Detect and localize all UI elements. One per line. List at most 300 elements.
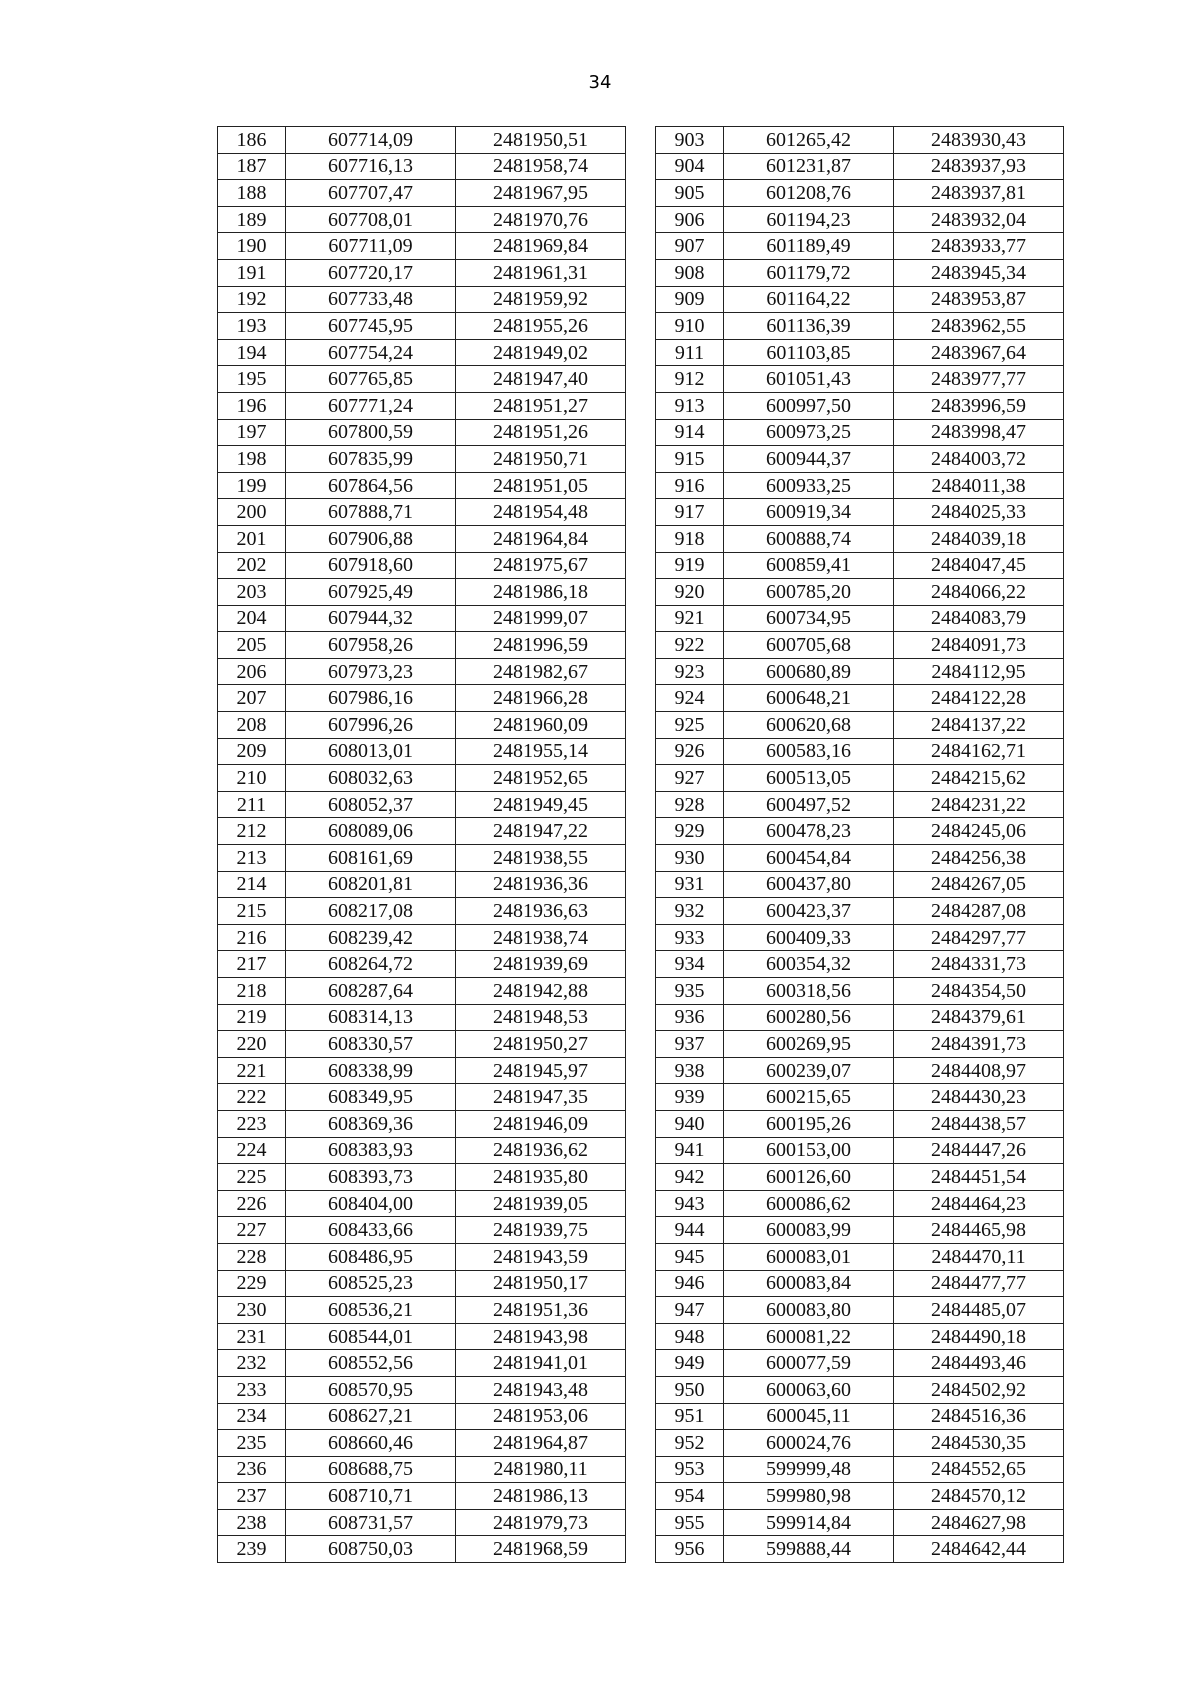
- table-row: [218, 127, 1064, 154]
- x-coordinate-cell: 608330,57: [286, 1031, 456, 1058]
- y-coordinate-cell: 2481964,84: [456, 525, 626, 552]
- point-number-cell: 915: [656, 446, 724, 473]
- column-gap: [626, 1430, 656, 1457]
- x-coordinate-cell: 608052,37: [286, 791, 456, 818]
- x-coordinate-cell: 600888,74: [724, 525, 894, 552]
- x-coordinate-cell: 601164,22: [724, 286, 894, 313]
- x-coordinate-cell: 600919,34: [724, 499, 894, 526]
- column-gap: [626, 153, 656, 180]
- y-coordinate-cell: 2481936,36: [456, 871, 626, 898]
- point-number-cell: 906: [656, 206, 724, 233]
- column-gap: [626, 259, 656, 286]
- x-coordinate-cell: 599888,44: [724, 1536, 894, 1563]
- table-row: [218, 1110, 1064, 1137]
- y-coordinate-cell: 2481975,67: [456, 552, 626, 579]
- point-number-cell: 231: [218, 1323, 286, 1350]
- x-coordinate-cell: 608750,03: [286, 1536, 456, 1563]
- x-coordinate-cell: 600933,25: [724, 472, 894, 499]
- table-row: [218, 1536, 1064, 1563]
- x-coordinate-cell: 600063,60: [724, 1376, 894, 1403]
- x-coordinate-cell: 607864,56: [286, 472, 456, 499]
- x-coordinate-cell: 600734,95: [724, 605, 894, 632]
- x-coordinate-cell: 607973,23: [286, 658, 456, 685]
- x-coordinate-cell: 600215,65: [724, 1084, 894, 1111]
- x-coordinate-cell: 600045,11: [724, 1403, 894, 1430]
- point-number-cell: 918: [656, 525, 724, 552]
- y-coordinate-cell: 2481964,87: [456, 1430, 626, 1457]
- point-number-cell: 920: [656, 579, 724, 606]
- point-number-cell: 921: [656, 605, 724, 632]
- table-row: [218, 525, 1064, 552]
- x-coordinate-cell: 607958,26: [286, 632, 456, 659]
- point-number-cell: 222: [218, 1084, 286, 1111]
- x-coordinate-cell: 607996,26: [286, 712, 456, 739]
- y-coordinate-cell: 2484447,26: [894, 1137, 1064, 1164]
- point-number-cell: 923: [656, 658, 724, 685]
- x-coordinate-cell: 608660,46: [286, 1430, 456, 1457]
- point-number-cell: 956: [656, 1536, 724, 1563]
- column-gap: [626, 1190, 656, 1217]
- y-coordinate-cell: 2484066,22: [894, 579, 1064, 606]
- x-coordinate-cell: 600620,68: [724, 712, 894, 739]
- table-row: [218, 818, 1064, 845]
- point-number-cell: 943: [656, 1190, 724, 1217]
- y-coordinate-cell: 2481959,92: [456, 286, 626, 313]
- point-number-cell: 954: [656, 1483, 724, 1510]
- table-row: [218, 1031, 1064, 1058]
- point-number-cell: 225: [218, 1164, 286, 1191]
- point-number-cell: 933: [656, 924, 724, 951]
- point-number-cell: 919: [656, 552, 724, 579]
- point-number-cell: 951: [656, 1403, 724, 1430]
- y-coordinate-cell: 2484297,77: [894, 924, 1064, 951]
- y-coordinate-cell: 2481939,75: [456, 1217, 626, 1244]
- x-coordinate-cell: 608338,99: [286, 1057, 456, 1084]
- x-coordinate-cell: 608314,13: [286, 1004, 456, 1031]
- column-gap: [626, 1164, 656, 1191]
- x-coordinate-cell: 607714,09: [286, 127, 456, 154]
- table-row: [218, 1430, 1064, 1457]
- y-coordinate-cell: 2481941,01: [456, 1350, 626, 1377]
- y-coordinate-cell: 2481949,45: [456, 791, 626, 818]
- x-coordinate-cell: 601103,85: [724, 339, 894, 366]
- table-row: [218, 632, 1064, 659]
- x-coordinate-cell: 600083,84: [724, 1270, 894, 1297]
- table-row: [218, 1376, 1064, 1403]
- column-gap: [626, 180, 656, 207]
- y-coordinate-cell: 2481958,74: [456, 153, 626, 180]
- point-number-cell: 188: [218, 180, 286, 207]
- y-coordinate-cell: 2484408,97: [894, 1057, 1064, 1084]
- y-coordinate-cell: 2481951,26: [456, 419, 626, 446]
- y-coordinate-cell: 2483933,77: [894, 233, 1064, 260]
- x-coordinate-cell: 607733,48: [286, 286, 456, 313]
- x-coordinate-cell: 608393,73: [286, 1164, 456, 1191]
- x-coordinate-cell: 608349,95: [286, 1084, 456, 1111]
- point-number-cell: 211: [218, 791, 286, 818]
- point-number-cell: 929: [656, 818, 724, 845]
- y-coordinate-cell: 2484331,73: [894, 951, 1064, 978]
- column-gap: [626, 525, 656, 552]
- point-number-cell: 927: [656, 765, 724, 792]
- y-coordinate-cell: 2484470,11: [894, 1243, 1064, 1270]
- table-row: [218, 1350, 1064, 1377]
- y-coordinate-cell: 2481949,02: [456, 339, 626, 366]
- table-row: [218, 339, 1064, 366]
- x-coordinate-cell: 607745,95: [286, 313, 456, 340]
- y-coordinate-cell: 2484003,72: [894, 446, 1064, 473]
- table-row: [218, 738, 1064, 765]
- y-coordinate-cell: 2481952,65: [456, 765, 626, 792]
- y-coordinate-cell: 2484627,98: [894, 1509, 1064, 1536]
- table-row: [218, 313, 1064, 340]
- y-coordinate-cell: 2483945,34: [894, 259, 1064, 286]
- x-coordinate-cell: 600478,23: [724, 818, 894, 845]
- x-coordinate-cell: 608536,21: [286, 1297, 456, 1324]
- point-number-cell: 947: [656, 1297, 724, 1324]
- y-coordinate-cell: 2484256,38: [894, 845, 1064, 872]
- point-number-cell: 952: [656, 1430, 724, 1457]
- x-coordinate-cell: 608731,57: [286, 1509, 456, 1536]
- point-number-cell: 195: [218, 366, 286, 393]
- y-coordinate-cell: 2484287,08: [894, 898, 1064, 925]
- point-number-cell: 210: [218, 765, 286, 792]
- point-number-cell: 903: [656, 127, 724, 154]
- point-number-cell: 908: [656, 259, 724, 286]
- y-coordinate-cell: 2481942,88: [456, 978, 626, 1005]
- point-number-cell: 237: [218, 1483, 286, 1510]
- x-coordinate-cell: 601208,76: [724, 180, 894, 207]
- table-row: [218, 1483, 1064, 1510]
- point-number-cell: 938: [656, 1057, 724, 1084]
- point-number-cell: 936: [656, 1004, 724, 1031]
- column-gap: [626, 313, 656, 340]
- y-coordinate-cell: 2484464,23: [894, 1190, 1064, 1217]
- y-coordinate-cell: 2481938,74: [456, 924, 626, 951]
- point-number-cell: 917: [656, 499, 724, 526]
- y-coordinate-cell: 2484642,44: [894, 1536, 1064, 1563]
- x-coordinate-cell: 599999,48: [724, 1456, 894, 1483]
- y-coordinate-cell: 2481996,59: [456, 632, 626, 659]
- y-coordinate-cell: 2483996,59: [894, 392, 1064, 419]
- y-coordinate-cell: 2481982,67: [456, 658, 626, 685]
- x-coordinate-cell: 600354,32: [724, 951, 894, 978]
- y-coordinate-cell: 2484570,12: [894, 1483, 1064, 1510]
- y-coordinate-cell: 2484493,46: [894, 1350, 1064, 1377]
- point-number-cell: 948: [656, 1323, 724, 1350]
- y-coordinate-cell: 2481935,80: [456, 1164, 626, 1191]
- column-gap: [626, 366, 656, 393]
- x-coordinate-cell: 607835,99: [286, 446, 456, 473]
- point-number-cell: 911: [656, 339, 724, 366]
- x-coordinate-cell: 599914,84: [724, 1509, 894, 1536]
- y-coordinate-cell: 2484231,22: [894, 791, 1064, 818]
- table-row: [218, 233, 1064, 260]
- x-coordinate-cell: 600195,26: [724, 1110, 894, 1137]
- column-gap: [626, 1350, 656, 1377]
- x-coordinate-cell: 607765,85: [286, 366, 456, 393]
- x-coordinate-cell: 600083,80: [724, 1297, 894, 1324]
- y-coordinate-cell: 2484083,79: [894, 605, 1064, 632]
- x-coordinate-cell: 607925,49: [286, 579, 456, 606]
- y-coordinate-cell: 2481939,05: [456, 1190, 626, 1217]
- x-coordinate-cell: 600454,84: [724, 845, 894, 872]
- x-coordinate-cell: 601231,87: [724, 153, 894, 180]
- point-number-cell: 910: [656, 313, 724, 340]
- y-coordinate-cell: 2483962,55: [894, 313, 1064, 340]
- table-row: [218, 499, 1064, 526]
- y-coordinate-cell: 2481969,84: [456, 233, 626, 260]
- y-coordinate-cell: 2481936,62: [456, 1137, 626, 1164]
- x-coordinate-cell: 608552,56: [286, 1350, 456, 1377]
- point-number-cell: 935: [656, 978, 724, 1005]
- y-coordinate-cell: 2481967,95: [456, 180, 626, 207]
- x-coordinate-cell: 600859,41: [724, 552, 894, 579]
- y-coordinate-cell: 2484267,05: [894, 871, 1064, 898]
- column-gap: [626, 1031, 656, 1058]
- column-gap: [626, 1217, 656, 1244]
- point-number-cell: 212: [218, 818, 286, 845]
- point-number-cell: 949: [656, 1350, 724, 1377]
- point-number-cell: 192: [218, 286, 286, 313]
- y-coordinate-cell: 2481938,55: [456, 845, 626, 872]
- table-row: [218, 1137, 1064, 1164]
- table-row: [218, 579, 1064, 606]
- table-row: [218, 1243, 1064, 1270]
- point-number-cell: 905: [656, 180, 724, 207]
- table-row: [218, 1270, 1064, 1297]
- point-number-cell: 235: [218, 1430, 286, 1457]
- table-row: [218, 206, 1064, 233]
- point-number-cell: 230: [218, 1297, 286, 1324]
- y-coordinate-cell: 2481939,69: [456, 951, 626, 978]
- y-coordinate-cell: 2484438,57: [894, 1110, 1064, 1137]
- y-coordinate-cell: 2483967,64: [894, 339, 1064, 366]
- column-gap: [626, 871, 656, 898]
- x-coordinate-cell: 608710,71: [286, 1483, 456, 1510]
- point-number-cell: 944: [656, 1217, 724, 1244]
- x-coordinate-cell: 600648,21: [724, 685, 894, 712]
- x-coordinate-cell: 600280,56: [724, 1004, 894, 1031]
- point-number-cell: 200: [218, 499, 286, 526]
- point-number-cell: 916: [656, 472, 724, 499]
- table-row: [218, 791, 1064, 818]
- column-gap: [626, 978, 656, 1005]
- x-coordinate-cell: 600269,95: [724, 1031, 894, 1058]
- point-number-cell: 207: [218, 685, 286, 712]
- y-coordinate-cell: 2481968,59: [456, 1536, 626, 1563]
- x-coordinate-cell: 601265,42: [724, 127, 894, 154]
- column-gap: [626, 1243, 656, 1270]
- y-coordinate-cell: 2484039,18: [894, 525, 1064, 552]
- point-number-cell: 922: [656, 632, 724, 659]
- table-row: [218, 1190, 1064, 1217]
- table-row: [218, 472, 1064, 499]
- point-number-cell: 198: [218, 446, 286, 473]
- point-number-cell: 202: [218, 552, 286, 579]
- x-coordinate-cell: 608287,64: [286, 978, 456, 1005]
- y-coordinate-cell: 2481945,97: [456, 1057, 626, 1084]
- column-gap: [626, 1004, 656, 1031]
- x-coordinate-cell: 601136,39: [724, 313, 894, 340]
- point-number-cell: 931: [656, 871, 724, 898]
- y-coordinate-cell: 2483932,04: [894, 206, 1064, 233]
- point-number-cell: 223: [218, 1110, 286, 1137]
- column-gap: [626, 658, 656, 685]
- y-coordinate-cell: 2481960,09: [456, 712, 626, 739]
- y-coordinate-cell: 2481966,28: [456, 685, 626, 712]
- point-number-cell: 197: [218, 419, 286, 446]
- y-coordinate-cell: 2481951,27: [456, 392, 626, 419]
- column-gap: [626, 738, 656, 765]
- x-coordinate-cell: 607720,17: [286, 259, 456, 286]
- y-coordinate-cell: 2484516,36: [894, 1403, 1064, 1430]
- y-coordinate-cell: 2484215,62: [894, 765, 1064, 792]
- table-row: [218, 259, 1064, 286]
- point-number-cell: 945: [656, 1243, 724, 1270]
- column-gap: [626, 419, 656, 446]
- point-number-cell: 946: [656, 1270, 724, 1297]
- point-number-cell: 909: [656, 286, 724, 313]
- x-coordinate-cell: 600086,62: [724, 1190, 894, 1217]
- x-coordinate-cell: 607888,71: [286, 499, 456, 526]
- table-row: [218, 951, 1064, 978]
- y-coordinate-cell: 2481950,71: [456, 446, 626, 473]
- y-coordinate-cell: 2484112,95: [894, 658, 1064, 685]
- y-coordinate-cell: 2484490,18: [894, 1323, 1064, 1350]
- y-coordinate-cell: 2481980,11: [456, 1456, 626, 1483]
- point-number-cell: 941: [656, 1137, 724, 1164]
- y-coordinate-cell: 2484530,35: [894, 1430, 1064, 1457]
- x-coordinate-cell: 608369,36: [286, 1110, 456, 1137]
- table-row: [218, 1004, 1064, 1031]
- column-gap: [626, 951, 656, 978]
- x-coordinate-cell: 601194,23: [724, 206, 894, 233]
- point-number-cell: 199: [218, 472, 286, 499]
- point-number-cell: 236: [218, 1456, 286, 1483]
- table-row: [218, 153, 1064, 180]
- point-number-cell: 930: [656, 845, 724, 872]
- x-coordinate-cell: 608239,42: [286, 924, 456, 951]
- x-coordinate-cell: 608570,95: [286, 1376, 456, 1403]
- table-row: [218, 685, 1064, 712]
- point-number-cell: 924: [656, 685, 724, 712]
- y-coordinate-cell: 2484162,71: [894, 738, 1064, 765]
- x-coordinate-cell: 608032,63: [286, 765, 456, 792]
- table-row: [218, 552, 1064, 579]
- x-coordinate-cell: 600318,56: [724, 978, 894, 1005]
- x-coordinate-cell: 607711,09: [286, 233, 456, 260]
- table-row: [218, 1509, 1064, 1536]
- table-row: [218, 1456, 1064, 1483]
- column-gap: [626, 1084, 656, 1111]
- column-gap: [626, 1110, 656, 1137]
- point-number-cell: 227: [218, 1217, 286, 1244]
- x-coordinate-cell: 600437,80: [724, 871, 894, 898]
- y-coordinate-cell: 2481999,07: [456, 605, 626, 632]
- x-coordinate-cell: 600083,99: [724, 1217, 894, 1244]
- column-gap: [626, 392, 656, 419]
- y-coordinate-cell: 2481951,36: [456, 1297, 626, 1324]
- y-coordinate-cell: 2481955,26: [456, 313, 626, 340]
- column-gap: [626, 339, 656, 366]
- column-gap: [626, 1270, 656, 1297]
- point-number-cell: 914: [656, 419, 724, 446]
- point-number-cell: 189: [218, 206, 286, 233]
- y-coordinate-cell: 2484122,28: [894, 685, 1064, 712]
- y-coordinate-cell: 2481947,40: [456, 366, 626, 393]
- x-coordinate-cell: 607906,88: [286, 525, 456, 552]
- point-number-cell: 204: [218, 605, 286, 632]
- x-coordinate-cell: 600785,20: [724, 579, 894, 606]
- table-row: [218, 924, 1064, 951]
- y-coordinate-cell: 2483977,77: [894, 366, 1064, 393]
- y-coordinate-cell: 2484552,65: [894, 1456, 1064, 1483]
- y-coordinate-cell: 2481953,06: [456, 1403, 626, 1430]
- table-row: [218, 898, 1064, 925]
- column-gap: [626, 286, 656, 313]
- coordinates-table-body: [218, 127, 1064, 1563]
- x-coordinate-cell: 600997,50: [724, 392, 894, 419]
- y-coordinate-cell: 2484485,07: [894, 1297, 1064, 1324]
- x-coordinate-cell: 608383,93: [286, 1137, 456, 1164]
- x-coordinate-cell: 608217,08: [286, 898, 456, 925]
- point-number-cell: 939: [656, 1084, 724, 1111]
- y-coordinate-cell: 2481951,05: [456, 472, 626, 499]
- column-gap: [626, 579, 656, 606]
- y-coordinate-cell: 2484391,73: [894, 1031, 1064, 1058]
- point-number-cell: 214: [218, 871, 286, 898]
- y-coordinate-cell: 2481947,35: [456, 1084, 626, 1111]
- x-coordinate-cell: 608201,81: [286, 871, 456, 898]
- table-row: [218, 180, 1064, 207]
- y-coordinate-cell: 2483998,47: [894, 419, 1064, 446]
- point-number-cell: 942: [656, 1164, 724, 1191]
- x-coordinate-cell: 608486,95: [286, 1243, 456, 1270]
- x-coordinate-cell: 600423,37: [724, 898, 894, 925]
- x-coordinate-cell: 608627,21: [286, 1403, 456, 1430]
- point-number-cell: 219: [218, 1004, 286, 1031]
- y-coordinate-cell: 2481943,48: [456, 1376, 626, 1403]
- y-coordinate-cell: 2481950,27: [456, 1031, 626, 1058]
- x-coordinate-cell: 600680,89: [724, 658, 894, 685]
- x-coordinate-cell: 608161,69: [286, 845, 456, 872]
- point-number-cell: 950: [656, 1376, 724, 1403]
- y-coordinate-cell: 2484245,06: [894, 818, 1064, 845]
- y-coordinate-cell: 2481950,51: [456, 127, 626, 154]
- x-coordinate-cell: 600944,37: [724, 446, 894, 473]
- x-coordinate-cell: 601051,43: [724, 366, 894, 393]
- point-number-cell: 904: [656, 153, 724, 180]
- x-coordinate-cell: 600705,68: [724, 632, 894, 659]
- point-number-cell: 193: [218, 313, 286, 340]
- y-coordinate-cell: 2483953,87: [894, 286, 1064, 313]
- x-coordinate-cell: 600153,00: [724, 1137, 894, 1164]
- column-gap: [626, 898, 656, 925]
- column-gap: [626, 552, 656, 579]
- table-row: [218, 1297, 1064, 1324]
- y-coordinate-cell: 2481986,13: [456, 1483, 626, 1510]
- y-coordinate-cell: 2484025,33: [894, 499, 1064, 526]
- x-coordinate-cell: 600077,59: [724, 1350, 894, 1377]
- x-coordinate-cell: 600083,01: [724, 1243, 894, 1270]
- y-coordinate-cell: 2484465,98: [894, 1217, 1064, 1244]
- y-coordinate-cell: 2481943,98: [456, 1323, 626, 1350]
- x-coordinate-cell: 607716,13: [286, 153, 456, 180]
- x-coordinate-cell: 608433,66: [286, 1217, 456, 1244]
- point-number-cell: 229: [218, 1270, 286, 1297]
- column-gap: [626, 1297, 656, 1324]
